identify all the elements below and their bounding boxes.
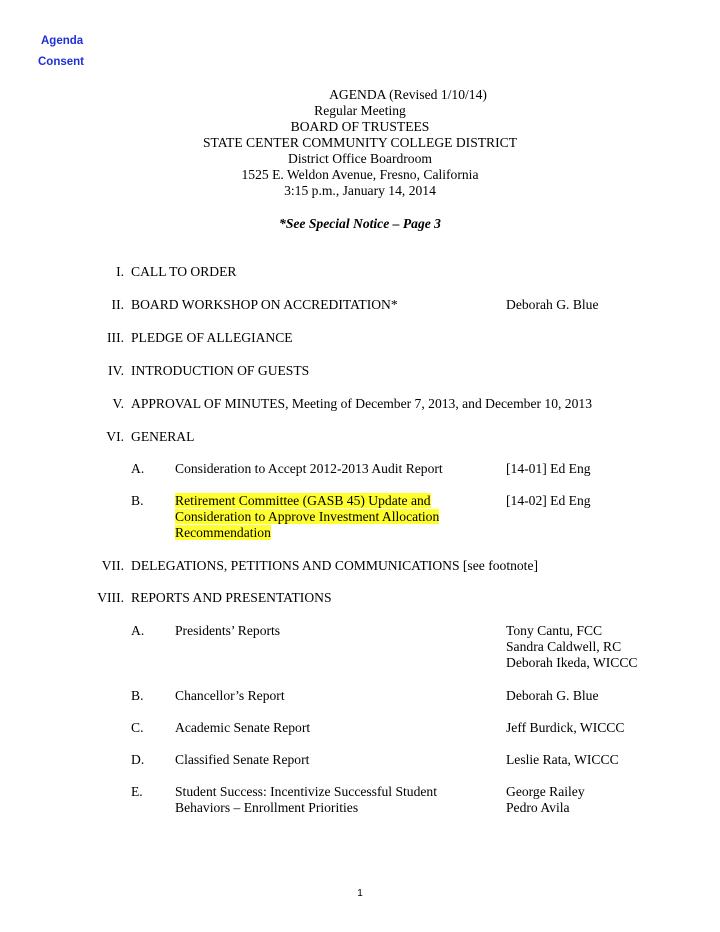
item-academic-senate: Academic Senate Report — [175, 720, 311, 735]
presenter: Deborah G. Blue — [506, 297, 599, 312]
item-letter: B. — [131, 493, 144, 508]
highlighted-text: Consideration to Approve Investment Allocation — [175, 509, 440, 524]
agenda-link[interactable]: Agenda — [41, 35, 84, 47]
item-letter: C. — [131, 720, 144, 735]
section-number: VIII. — [97, 590, 124, 605]
section-number: V. — [112, 396, 124, 411]
item-retirement-line1 — [175, 493, 431, 509]
section-number: II. — [111, 297, 124, 312]
section-number: III. — [107, 330, 124, 345]
highlighted-text: Retirement Committee (GASB 45) Update and — [175, 493, 431, 508]
consent-link[interactable]: Consent — [38, 56, 84, 68]
item-reference: [14-02] Ed Eng — [506, 493, 591, 508]
agenda-revised-heading: AGENDA (Revised 1/10/14) — [329, 87, 487, 102]
highlighted-text: Recommendation — [175, 525, 271, 540]
presenter: Pedro Avila — [506, 800, 570, 815]
item-letter: A. — [131, 623, 145, 638]
section-title-general: GENERAL — [131, 429, 195, 444]
presenter: Deborah Ikeda, WICCC — [506, 655, 638, 670]
special-notice: *See Special Notice – Page 3 — [279, 216, 441, 231]
item-audit-report: Consideration to Accept 2012-2013 Audit Report — [175, 461, 443, 476]
section-number: VI. — [106, 429, 124, 444]
presenter: Tony Cantu, FCC — [506, 623, 603, 638]
presenter: Leslie Rata, WICCC — [506, 752, 619, 767]
section-number: VII. — [101, 558, 124, 573]
section-title-introduction: INTRODUCTION OF GUESTS — [131, 363, 310, 378]
item-student-success-line1: Student Success: Incentivize Successful Student — [175, 784, 438, 799]
section-title-approval-minutes: APPROVAL OF MINUTES, Meeting of December 7, 2013, and December 10, 2013 — [131, 396, 592, 411]
meeting-datetime: 3:15 p.m., January 14, 2014 — [284, 183, 436, 198]
presenter: Deborah G. Blue — [506, 688, 599, 703]
presenter: Jeff Burdick, WICCC — [506, 720, 625, 735]
section-title-pledge: PLEDGE OF ALLEGIANCE — [131, 330, 293, 345]
item-letter: A. — [131, 461, 145, 476]
section-number: IV. — [108, 363, 124, 378]
presenter: Sandra Caldwell, RC — [506, 639, 622, 654]
item-chancellors-report: Chancellor’s Report — [175, 688, 285, 703]
board-name: BOARD OF TRUSTEES — [290, 119, 430, 134]
item-reference: [14-01] Ed Eng — [506, 461, 591, 476]
item-letter: D. — [131, 752, 145, 767]
item-letter: B. — [131, 688, 144, 703]
meeting-type: Regular Meeting — [314, 103, 406, 118]
item-classified-senate: Classified Senate Report — [175, 752, 310, 767]
page-number: 1 — [357, 888, 363, 899]
meeting-address: 1525 E. Weldon Avenue, Fresno, California — [241, 167, 479, 182]
section-title-board-workshop: BOARD WORKSHOP ON ACCREDITATION* — [131, 297, 398, 312]
section-title-call-to-order: CALL TO ORDER — [131, 264, 237, 279]
item-retirement-line2 — [175, 509, 439, 525]
presenter: George Railey — [506, 784, 585, 799]
district-name: STATE CENTER COMMUNITY COLLEGE DISTRICT — [202, 135, 518, 150]
meeting-location: District Office Boardroom — [288, 151, 432, 166]
item-retirement-line3 — [175, 525, 271, 541]
item-student-success-line2: Behaviors – Enrollment Priorities — [175, 800, 359, 815]
section-number: I. — [116, 264, 124, 279]
item-letter: E. — [131, 784, 143, 799]
item-presidents-reports: Presidents’ Reports — [175, 623, 281, 638]
section-title-delegations: DELEGATIONS, PETITIONS AND COMMUNICATIONS [see footnote] — [131, 558, 539, 573]
section-title-reports: REPORTS AND PRESENTATIONS — [131, 590, 332, 605]
